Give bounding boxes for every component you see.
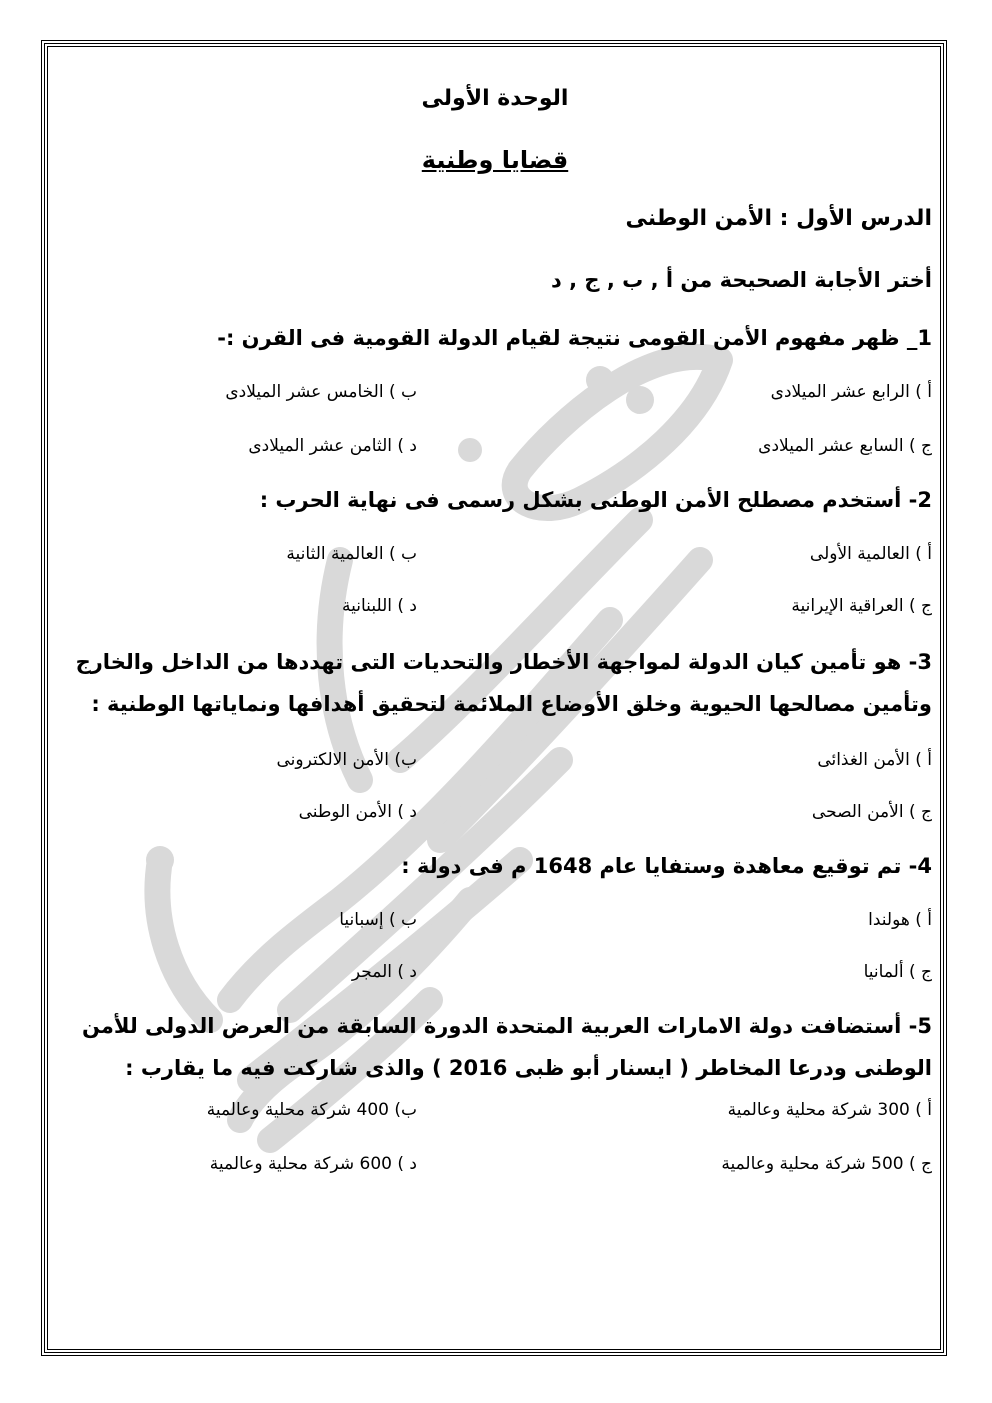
q2-option-b: ب ) العالمية الثانية bbox=[286, 544, 417, 564]
q3-option-d: د ) الأمن الوطنى bbox=[298, 802, 417, 822]
q1-option-b: ب ) الخامس عشر الميلادى bbox=[225, 382, 417, 402]
q4-option-c: ج ) ألمانيا bbox=[863, 962, 932, 982]
question-3-line-2: وتأمين مصالحها الحيوية وخلق الأوضاع الملائمة لتحقيق أهدافها ونماياتها الوطنية : bbox=[91, 692, 932, 716]
q1-option-d: د ) الثامن عشر الميلادى bbox=[248, 436, 417, 456]
q4-option-a: أ ) هولندا bbox=[868, 910, 932, 930]
unit-title: الوحدة الأولى bbox=[421, 86, 569, 111]
q2-option-c: ج ) العراقية الإيرانية bbox=[791, 596, 932, 616]
q5-option-c: ج ) 500 شركة محلية وعالمية bbox=[721, 1154, 932, 1174]
q3-option-c: ج ) الأمن الصحى bbox=[811, 802, 932, 822]
question-4: 4- تم توقيع معاهدة وستفايا عام 1648 م فى دولة : bbox=[401, 854, 932, 878]
question-5-line-2: الوطنى ودرعا المخاطر ( ايسنار أبو ظبى 2016 ) والذى شاركت فيه ما يقارب : bbox=[125, 1056, 932, 1080]
q5-option-b: ب) 400 شركة محلية وعالمية bbox=[206, 1100, 417, 1120]
q5-option-d: د ) 600 شركة محلية وعالمية bbox=[209, 1154, 417, 1174]
instruction: أختر الأجابة الصحيحة من أ , ب , ج , د bbox=[551, 268, 932, 292]
question-3-line-1: 3- هو تأمين كيان الدولة لمواجهة الأخطار والتحديات التى تهددها من الداخل والخارج bbox=[75, 650, 932, 674]
q1-option-c: ج ) السابع عشر الميلادى bbox=[758, 436, 932, 456]
q3-option-a: أ ) الأمن الغذائى bbox=[817, 750, 932, 770]
q5-option-a: أ ) 300 شركة محلية وعالمية bbox=[727, 1100, 932, 1120]
q4-option-d: د ) المجر bbox=[351, 962, 417, 982]
q2-option-d: د ) اللبنانية bbox=[342, 596, 417, 616]
q3-option-b: ب) الأمن الالكترونى bbox=[276, 750, 417, 770]
question-1: 1_ ظهر مفهوم الأمن القومى نتيجة لقيام الدولة القومية فى القرن :- bbox=[217, 326, 932, 350]
q4-option-b: ب ) إسبانيا bbox=[339, 910, 417, 930]
question-2: 2- أستخدم مصطلح الأمن الوطنى بشكل رسمى فى نهاية الحرب : bbox=[259, 488, 932, 512]
topic-title: قضايا وطنية bbox=[421, 146, 569, 174]
q2-option-a: أ ) العالمية الأولى bbox=[809, 544, 932, 564]
q1-option-a: أ ) الرابع عشر الميلادى bbox=[770, 382, 932, 402]
question-5-line-1: 5- أستضافت دولة الامارات العربية المتحدة الدورة السابقة من العرض الدولى للأمن bbox=[81, 1014, 932, 1038]
lesson-title: الدرس الأول : الأمن الوطنى bbox=[625, 206, 932, 231]
